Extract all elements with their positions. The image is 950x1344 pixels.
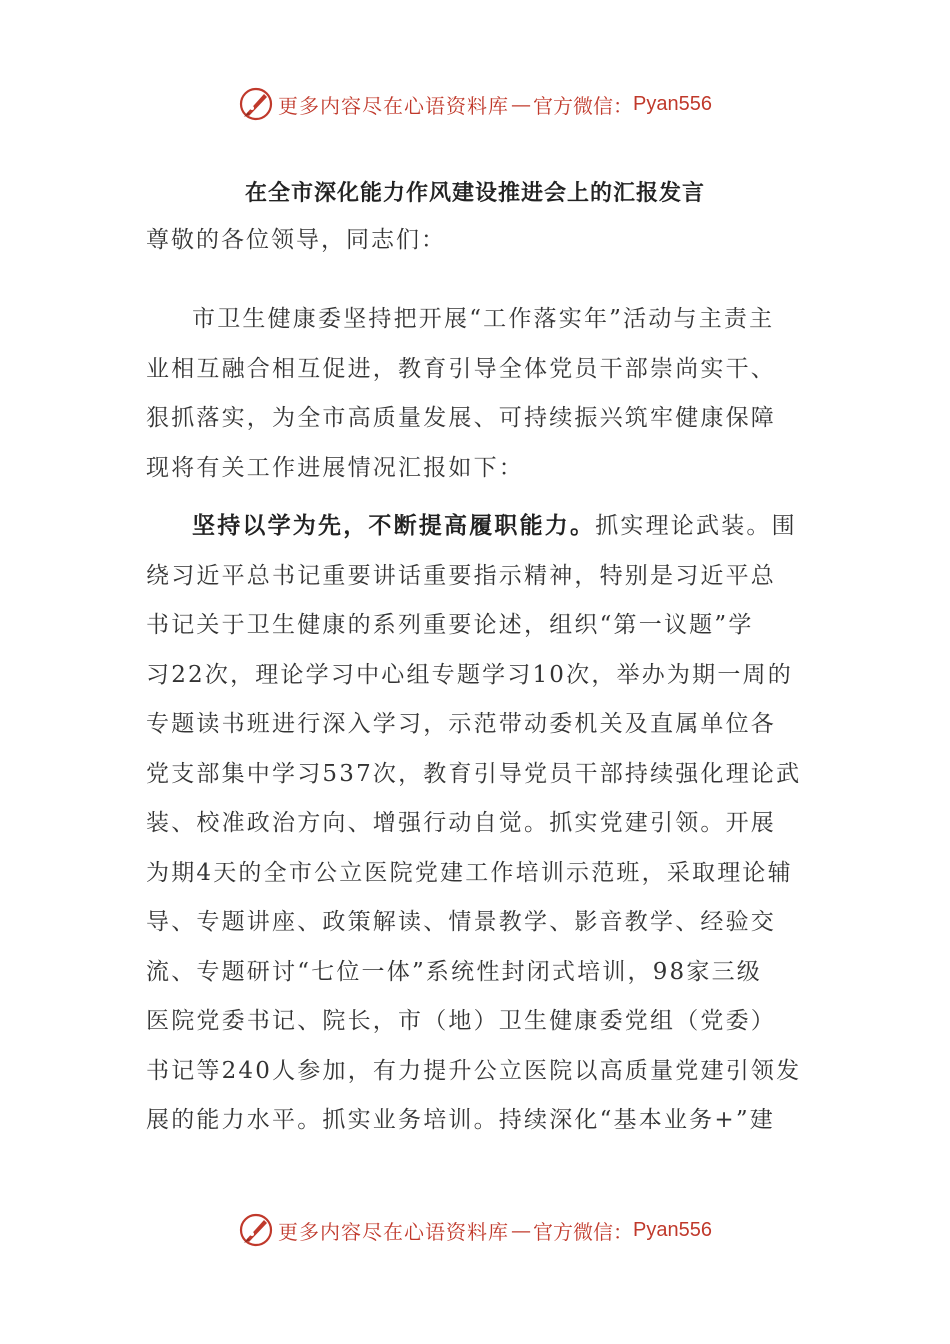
- paragraph-line: 书记关于卫生健康的系列重要论述，组织“第一议题”学: [146, 612, 754, 638]
- paragraph-line: 装、校准政治方向、增强行动自觉。抓实党建引领。开展: [146, 810, 776, 836]
- paragraph-study: [146, 502, 808, 1146]
- watermark-site-text: 更多内容尽在心语资料库: [278, 1219, 510, 1244]
- paragraph-line: 医院党委书记、院长，市（地）卫生健康委党组（党委）: [146, 1008, 776, 1034]
- paragraph-line: 展的能力水平。抓实业务培训。持续深化“基本业务+”建: [146, 1107, 775, 1133]
- paragraph-line: 为期4天的全市公立医院党建工作培训示范班，采取理论辅: [146, 859, 793, 886]
- paragraph-line: 书记等240人参加，有力提升公立医院以高质量党建引领发: [146, 1057, 802, 1084]
- footer-watermark: [0, 1210, 950, 1250]
- watermark-site-text: 更多内容尽在心语资料库: [278, 93, 510, 118]
- pen-nib-logo-icon: [238, 86, 274, 122]
- paragraph-line: 习22次，理论学习中心组专题学习10次，举办为期一周的: [146, 661, 793, 688]
- paragraph-line: 业相互融合相互促进，教育引导全体党员干部崇尚实干、: [146, 355, 776, 382]
- watermark-dash: —: [511, 1218, 532, 1242]
- paragraph-intro: [146, 295, 808, 493]
- watermark-wechat-label: 官方微信：: [533, 93, 634, 118]
- pen-nib-logo-icon: [238, 1212, 274, 1248]
- section-heading: 坚持以学为先，不断提高履职能力。: [192, 513, 596, 539]
- paragraph-line: 狠抓落实，为全市高质量发展、可持续振兴筑牢健康保障: [146, 405, 776, 431]
- paragraph-line: 导、专题讲座、政策解读、情景教学、影音教学、经验交: [146, 909, 776, 935]
- paragraph-line: 现将有关工作进展情况汇报如下：: [146, 454, 524, 481]
- watermark-dash: —: [511, 92, 532, 116]
- watermark-wechat-label: 官方微信：: [533, 1219, 634, 1244]
- greeting: 尊敬的各位领导，同志们：: [146, 227, 446, 253]
- paragraph-line: 市卫生健康委坚持把开展“工作落实年”活动与主责主: [192, 306, 775, 332]
- paragraph-line-rest: 抓实理论武装。围: [595, 513, 797, 539]
- paragraph-line: 流、专题研讨“七位一体”系统性封闭式培训，98家三级: [146, 958, 762, 985]
- paragraph-first-line: [146, 502, 808, 552]
- watermark-wechat-id: Pyan556: [633, 1218, 712, 1241]
- paragraph-line: 专题读书班进行深入学习，示范带动委机关及直属单位各: [146, 711, 776, 737]
- header-watermark: [0, 84, 950, 124]
- watermark-wechat-id: Pyan556: [633, 92, 712, 115]
- page-title: 在全市深化能力作风建设推进会上的汇报发言: [244, 181, 705, 206]
- paragraph-line: 绕习近平总书记重要讲话重要指示精神，特别是习近平总: [146, 562, 776, 589]
- paragraph-line: 党支部集中学习537次，教育引导党员干部持续强化理论武: [146, 760, 802, 787]
